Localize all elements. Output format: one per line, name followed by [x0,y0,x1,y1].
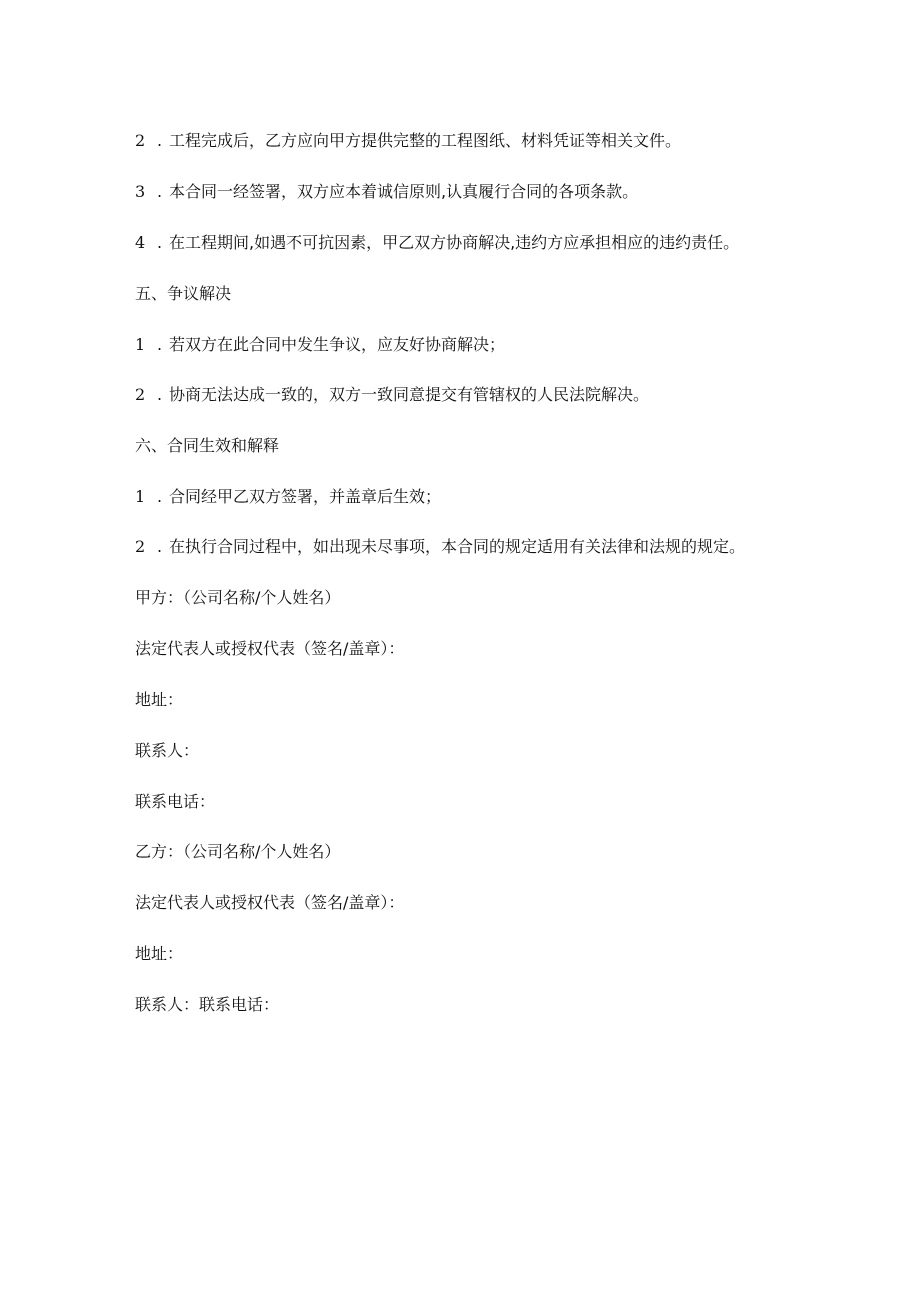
party-a-representative: 法定代表人或授权代表（签名/盖章）： [135,639,405,658]
clause-6-1 [135,487,441,507]
clause-text: 本合同一经签署，双方应本着诚信原则,认真履行合同的各项条款。 [169,182,639,201]
clause-number: 1 [135,487,146,506]
clause-number: 2 [135,385,146,404]
clause-4-3 [135,182,638,202]
party-b-contact-phone: 联系人：联系电话： [135,995,280,1014]
section-6-title: 六、合同生效和解释 [135,436,280,455]
clause-dot: . [157,487,163,506]
section-5-title: 五、争议解决 [135,284,232,303]
party-a-name: 甲方：（公司名称/个人姓名） [135,588,341,607]
clause-text: 在工程期间,如遇不可抗因素，甲乙双方协商解决,违约方应承担相应的违约责任。 [169,233,740,252]
clause-dot: . [157,335,163,354]
clause-6-2 [135,537,745,557]
clause-text: 协商无法达成一致的，双方一致同意提交有管辖权的人民法院解决。 [169,385,650,404]
clause-number: 4 [135,233,146,252]
clause-dot: . [157,233,163,252]
clause-number: 2 [135,131,146,150]
clause-4-2 [135,131,681,151]
clause-4-4 [135,233,739,253]
party-b-name: 乙方：（公司名称/个人姓名） [135,842,341,861]
party-a-contact: 联系人： [135,741,200,760]
clause-dot: . [157,131,163,150]
clause-5-1 [135,335,505,355]
clause-number: 3 [135,182,146,201]
clause-text: 在执行合同过程中，如出现未尽事项，本合同的规定适用有关法律和法规的规定。 [169,537,746,556]
clause-text: 合同经甲乙双方签署，并盖章后生效； [169,487,442,506]
clause-number: 1 [135,335,146,354]
clause-5-2 [135,385,649,405]
clause-dot: . [157,537,163,556]
clause-number: 2 [135,537,146,556]
party-b-representative: 法定代表人或授权代表（签名/盖章）： [135,893,405,912]
clause-dot: . [157,385,163,404]
clause-dot: . [157,182,163,201]
party-a-phone: 联系电话： [135,792,216,811]
party-a-address: 地址： [135,690,184,709]
clause-text: 若双方在此合同中发生争议，应友好协商解决； [169,335,506,354]
clause-text: 工程完成后，乙方应向甲方提供完整的工程图纸、材料凭证等相关文件。 [169,131,682,150]
party-b-address: 地址： [135,944,184,963]
